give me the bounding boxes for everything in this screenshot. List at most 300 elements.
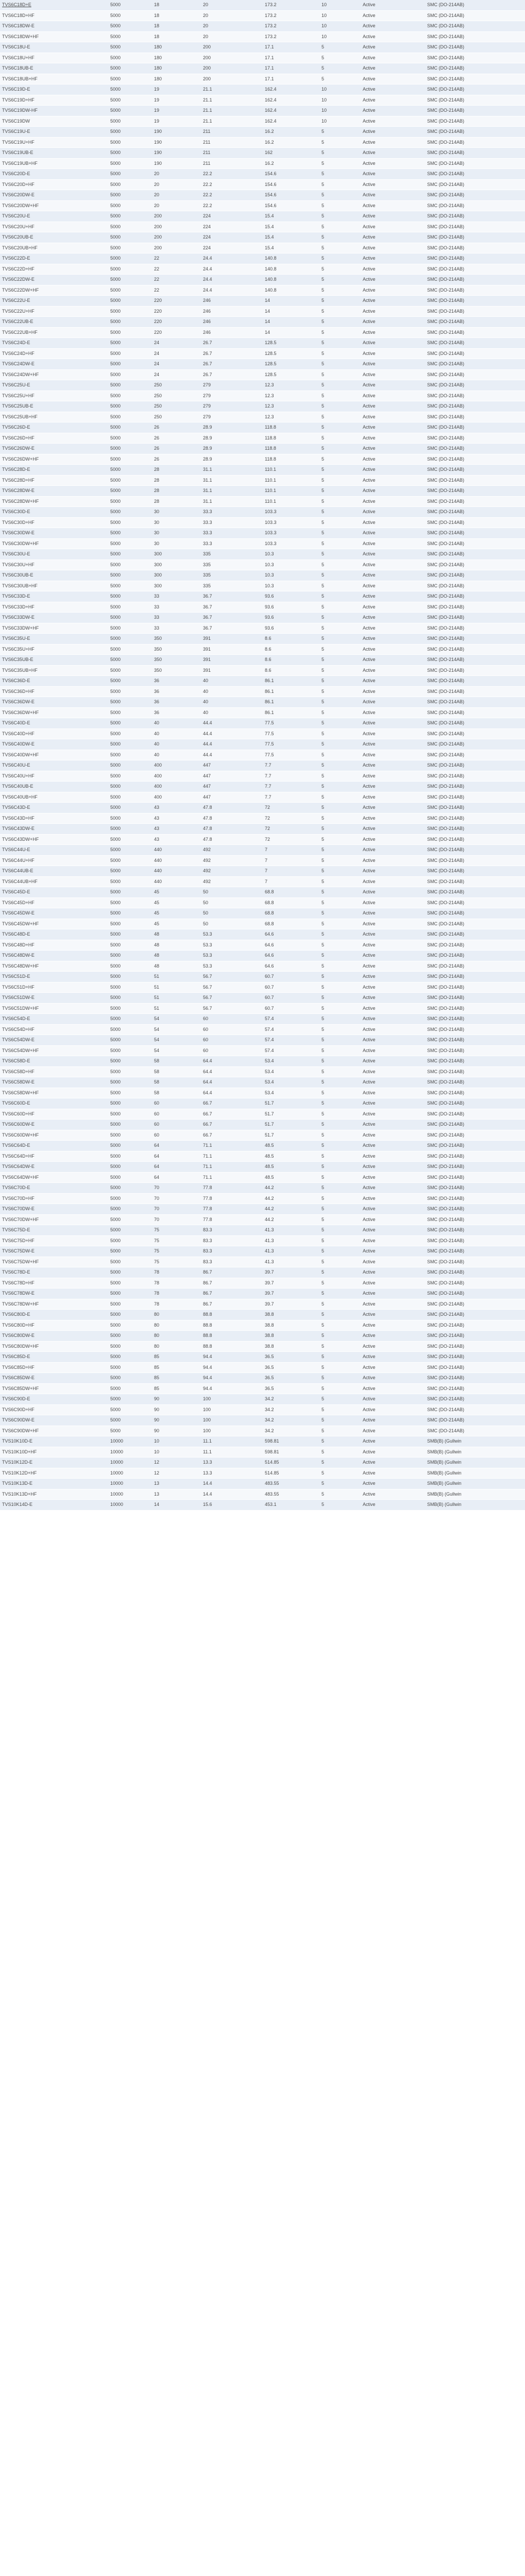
package-cell: SMC (DO-214AB) bbox=[425, 665, 525, 676]
part-number-cell[interactable]: TVS6C30U-E bbox=[0, 549, 108, 560]
power-rating-cell: 5000 bbox=[108, 264, 152, 275]
part-number-cell[interactable]: TVS6C43D-E bbox=[0, 803, 108, 814]
table-row bbox=[0, 644, 525, 655]
part-number-cell[interactable]: TVS6C36D-E bbox=[0, 676, 108, 687]
part-number-cell[interactable]: TVS6C44UB+HF bbox=[0, 876, 108, 887]
part-number-cell[interactable]: TVS6C22UB+HF bbox=[0, 327, 108, 338]
part-number-cell[interactable]: TVS6C75DW+HF bbox=[0, 1257, 108, 1267]
part-number-cell[interactable]: TVS6C70D+HF bbox=[0, 1193, 108, 1204]
part-number-cell[interactable]: TVS6C85DW-E bbox=[0, 1373, 108, 1384]
breakdown-voltage-cell: 20 bbox=[201, 0, 263, 10]
power-rating-cell: 5000 bbox=[108, 549, 152, 560]
part-number-cell[interactable]: TVS6C18U+HF bbox=[0, 53, 108, 63]
power-rating-cell: 5000 bbox=[108, 560, 152, 570]
peak-current-cell: 7 bbox=[263, 866, 319, 877]
power-rating-cell: 5000 bbox=[108, 391, 152, 401]
part-number-cell[interactable]: TVS6C33D-E bbox=[0, 591, 108, 602]
part-number-cell[interactable]: TVS6C20DW+HF bbox=[0, 200, 108, 211]
part-number-cell[interactable]: TVS6C20D-E bbox=[0, 169, 108, 180]
part-number-cell[interactable]: TVS6C25UB+HF bbox=[0, 412, 108, 422]
status-cell: Active bbox=[361, 391, 425, 401]
peak-current-cell: 453.1 bbox=[263, 1500, 319, 1511]
part-number-cell[interactable]: TVS6C51DW+HF bbox=[0, 1003, 108, 1014]
part-number-cell[interactable]: TVS6C36DW+HF bbox=[0, 707, 108, 718]
breakdown-voltage-cell: 88.8 bbox=[201, 1331, 263, 1342]
table-row bbox=[0, 253, 525, 264]
part-number-cell[interactable]: TVS6C24DW-E bbox=[0, 359, 108, 370]
part-number-cell[interactable]: TVS6C36DW-E bbox=[0, 697, 108, 708]
leakage-current-cell: 5 bbox=[319, 222, 361, 232]
part-number-cell[interactable]: TVS6C78D-E bbox=[0, 1267, 108, 1278]
breakdown-voltage-cell: 28.9 bbox=[201, 444, 263, 454]
part-number-cell[interactable]: TVS6C45DW+HF bbox=[0, 919, 108, 929]
part-number-cell[interactable]: TVS6C18UB+HF bbox=[0, 74, 108, 84]
peak-current-cell: 68.8 bbox=[263, 908, 319, 919]
part-number-cell[interactable]: TVS6C22D-E bbox=[0, 253, 108, 264]
status-cell: Active bbox=[361, 369, 425, 380]
part-number-cell[interactable]: TVS10K10D-E bbox=[0, 1436, 108, 1447]
package-cell: SMC (DO-214AB) bbox=[425, 549, 525, 560]
part-number-cell[interactable]: TVS6C40U+HF bbox=[0, 771, 108, 782]
part-number-cell[interactable]: TVS6C64DW-E bbox=[0, 1162, 108, 1173]
part-number-cell[interactable]: TVS6C54DW+HF bbox=[0, 1045, 108, 1056]
leakage-current-cell: 5 bbox=[319, 1458, 361, 1468]
table-row bbox=[0, 961, 525, 972]
part-number-cell[interactable]: TVS6C54D+HF bbox=[0, 1024, 108, 1035]
table-row bbox=[0, 148, 525, 159]
part-number-cell[interactable]: TVS6C36D+HF bbox=[0, 686, 108, 697]
status-cell: Active bbox=[361, 190, 425, 201]
peak-current-cell: 34.2 bbox=[263, 1426, 319, 1436]
part-number-cell[interactable]: TVS6C22U+HF bbox=[0, 306, 108, 317]
part-number-cell[interactable]: TVS6C19DW bbox=[0, 116, 108, 127]
table-row bbox=[0, 993, 525, 1004]
standoff-voltage-cell: 350 bbox=[152, 634, 201, 645]
peak-current-cell: 17.1 bbox=[263, 42, 319, 53]
leakage-current-cell: 5 bbox=[319, 782, 361, 792]
part-number-cell[interactable]: TVS6C30DW-E bbox=[0, 528, 108, 539]
power-rating-cell: 5000 bbox=[108, 253, 152, 264]
part-number-cell[interactable]: TVS10K12D+HF bbox=[0, 1468, 108, 1479]
breakdown-voltage-cell: 22.2 bbox=[201, 169, 263, 180]
part-number-cell[interactable]: TVS6C80DW+HF bbox=[0, 1341, 108, 1352]
breakdown-voltage-cell: 391 bbox=[201, 665, 263, 676]
breakdown-voltage-cell: 224 bbox=[201, 222, 263, 232]
part-number-cell[interactable]: TVS6C22DW-E bbox=[0, 275, 108, 285]
part-number-cell[interactable]: TVS6C54D-E bbox=[0, 1014, 108, 1025]
breakdown-voltage-cell: 246 bbox=[201, 296, 263, 307]
standoff-voltage-cell: 85 bbox=[152, 1352, 201, 1363]
standoff-voltage-cell: 78 bbox=[152, 1278, 201, 1289]
part-number-cell[interactable]: TVS6C26DW-E bbox=[0, 444, 108, 454]
part-number-cell[interactable]: TVS6C75D-E bbox=[0, 1225, 108, 1236]
part-number-cell[interactable]: TVS6C19DW-HF bbox=[0, 106, 108, 116]
peak-current-cell: 53.4 bbox=[263, 1077, 319, 1088]
leakage-current-cell: 10 bbox=[319, 84, 361, 95]
part-number-cell[interactable]: TVS6C44U+HF bbox=[0, 855, 108, 866]
table-row bbox=[0, 1056, 525, 1067]
standoff-voltage-cell: 22 bbox=[152, 275, 201, 285]
table-row bbox=[0, 42, 525, 53]
part-number-cell[interactable]: TVS6C22U-E bbox=[0, 296, 108, 307]
part-number-cell[interactable]: TVS6C51DW-E bbox=[0, 993, 108, 1004]
part-number-cell[interactable]: TVS6C80D-E bbox=[0, 1310, 108, 1320]
status-cell: Active bbox=[361, 338, 425, 349]
part-number-cell[interactable]: TVS6C25UB-E bbox=[0, 401, 108, 412]
leakage-current-cell: 10 bbox=[319, 106, 361, 116]
breakdown-voltage-cell: 492 bbox=[201, 866, 263, 877]
leakage-current-cell: 5 bbox=[319, 528, 361, 539]
part-number-cell[interactable]: TVS6C25U-E bbox=[0, 380, 108, 391]
part-number-cell[interactable]: TVS6C75D+HF bbox=[0, 1235, 108, 1246]
part-number-cell[interactable]: TVS6C58D-E bbox=[0, 1056, 108, 1067]
standoff-voltage-cell: 400 bbox=[152, 792, 201, 803]
peak-current-cell: 140.8 bbox=[263, 253, 319, 264]
status-cell: Active bbox=[361, 1109, 425, 1120]
part-number-cell[interactable]: TVS6C40DW+HF bbox=[0, 750, 108, 760]
standoff-voltage-cell: 350 bbox=[152, 644, 201, 655]
peak-current-cell: 72 bbox=[263, 813, 319, 824]
part-number-cell[interactable]: TVS6C40U-E bbox=[0, 760, 108, 771]
standoff-voltage-cell: 85 bbox=[152, 1373, 201, 1384]
package-cell: SMC (DO-214AB) bbox=[425, 1204, 525, 1215]
part-number-cell[interactable]: TVS6C28D+HF bbox=[0, 475, 108, 486]
part-number-cell[interactable]: TVS6C20UB-E bbox=[0, 232, 108, 243]
part-number-cell[interactable]: TVS6C19D+HF bbox=[0, 95, 108, 106]
status-cell: Active bbox=[361, 21, 425, 32]
part-number-cell[interactable]: TVS10K13D+HF bbox=[0, 1489, 108, 1500]
standoff-voltage-cell: 220 bbox=[152, 317, 201, 328]
part-number-cell[interactable]: TVS6C60D-E bbox=[0, 1098, 108, 1109]
part-number-cell[interactable]: TVS6C30UB-E bbox=[0, 570, 108, 581]
status-cell: Active bbox=[361, 940, 425, 951]
part-number-cell[interactable]: TVS6C20D+HF bbox=[0, 179, 108, 190]
part-number-cell[interactable]: TVS6C80D+HF bbox=[0, 1320, 108, 1331]
power-rating-cell: 5000 bbox=[108, 137, 152, 148]
leakage-current-cell: 5 bbox=[319, 1035, 361, 1046]
part-number-cell[interactable]: TVS6C85DW+HF bbox=[0, 1383, 108, 1394]
part-number-cell[interactable]: TVS6C70DW-E bbox=[0, 1204, 108, 1215]
leakage-current-cell: 5 bbox=[319, 137, 361, 148]
part-number-cell[interactable]: TVS10K12D-E bbox=[0, 1458, 108, 1468]
standoff-voltage-cell: 78 bbox=[152, 1299, 201, 1310]
leakage-current-cell: 5 bbox=[319, 369, 361, 380]
breakdown-voltage-cell: 21.1 bbox=[201, 95, 263, 106]
breakdown-voltage-cell: 44.4 bbox=[201, 718, 263, 729]
part-number-cell[interactable]: TVS6C85D+HF bbox=[0, 1362, 108, 1373]
package-cell: SMC (DO-214AB) bbox=[425, 1404, 525, 1415]
peak-current-cell: 162.4 bbox=[263, 106, 319, 116]
breakdown-voltage-cell: 60 bbox=[201, 1035, 263, 1046]
status-cell: Active bbox=[361, 517, 425, 528]
part-number-cell[interactable]: TVS6C48DW+HF bbox=[0, 961, 108, 972]
standoff-voltage-cell: 24 bbox=[152, 348, 201, 359]
part-number-cell[interactable]: TVS6C51D+HF bbox=[0, 982, 108, 993]
part-number-cell[interactable]: TVS6C20U-E bbox=[0, 211, 108, 222]
package-cell: SMC (DO-214AB) bbox=[425, 697, 525, 708]
part-number-cell[interactable]: TVS6C90DW-E bbox=[0, 1415, 108, 1426]
part-number-cell[interactable]: TVS6C18DW+HF bbox=[0, 31, 108, 42]
status-cell: Active bbox=[361, 222, 425, 232]
part-number-cell[interactable]: TVS6C18U-E bbox=[0, 42, 108, 53]
part-number-cell[interactable]: TVS6C24D+HF bbox=[0, 348, 108, 359]
leakage-current-cell: 5 bbox=[319, 1014, 361, 1025]
standoff-voltage-cell: 19 bbox=[152, 106, 201, 116]
part-number-cell[interactable]: TVS6C30UB+HF bbox=[0, 581, 108, 591]
power-rating-cell: 5000 bbox=[108, 1299, 152, 1310]
part-number-cell[interactable]: TVS6C19UB-E bbox=[0, 148, 108, 159]
power-rating-cell: 5000 bbox=[108, 84, 152, 95]
part-number-cell[interactable]: TVS6C51D-E bbox=[0, 972, 108, 982]
part-number-cell[interactable]: TVS6C30U+HF bbox=[0, 560, 108, 570]
table-row bbox=[0, 1278, 525, 1289]
part-number-cell[interactable]: TVS6C54DW-E bbox=[0, 1035, 108, 1046]
breakdown-voltage-cell: 64.4 bbox=[201, 1077, 263, 1088]
part-number-cell[interactable]: TVS6C78DW-E bbox=[0, 1289, 108, 1299]
part-number-cell[interactable]: TVS6C90DW+HF bbox=[0, 1426, 108, 1436]
part-number-cell[interactable]: TVS6C18UB-E bbox=[0, 63, 108, 74]
package-cell: SMC (DO-214AB) bbox=[425, 824, 525, 835]
power-rating-cell: 10000 bbox=[108, 1479, 152, 1489]
leakage-current-cell: 5 bbox=[319, 348, 361, 359]
part-number-cell[interactable]: TVS6C40D-E bbox=[0, 718, 108, 729]
peak-current-cell: 38.8 bbox=[263, 1320, 319, 1331]
table-row bbox=[0, 158, 525, 169]
package-cell: SMC (DO-214AB) bbox=[425, 876, 525, 887]
part-number-cell[interactable]: TVS6C28D-E bbox=[0, 465, 108, 476]
part-number-cell[interactable]: TVS6C20U+HF bbox=[0, 222, 108, 232]
package-cell: SMC (DO-214AB) bbox=[425, 1120, 525, 1130]
standoff-voltage-cell: 19 bbox=[152, 95, 201, 106]
part-number-cell[interactable]: TVS6C35UB-E bbox=[0, 655, 108, 666]
part-number-cell[interactable]: TVS6C24D-E bbox=[0, 338, 108, 349]
status-cell: Active bbox=[361, 158, 425, 169]
part-number-cell[interactable]: TVS6C43DW-E bbox=[0, 824, 108, 835]
part-number-cell[interactable]: TVS6C45DW-E bbox=[0, 908, 108, 919]
part-number-cell[interactable]: TVS6C19D-E bbox=[0, 84, 108, 95]
table-row bbox=[0, 1214, 525, 1225]
peak-current-cell: 77.5 bbox=[263, 750, 319, 760]
peak-current-cell: 162 bbox=[263, 148, 319, 159]
leakage-current-cell: 5 bbox=[319, 570, 361, 581]
leakage-current-cell: 5 bbox=[319, 1362, 361, 1373]
part-number-cell[interactable]: TVS6C58D+HF bbox=[0, 1066, 108, 1077]
part-number-cell[interactable]: TVS6C58DW-E bbox=[0, 1077, 108, 1088]
breakdown-voltage-cell: 246 bbox=[201, 317, 263, 328]
part-number-cell[interactable]: TVS6C45D-E bbox=[0, 887, 108, 898]
power-rating-cell: 5000 bbox=[108, 401, 152, 412]
part-number-cell[interactable]: TVS6C78DW+HF bbox=[0, 1299, 108, 1310]
breakdown-voltage-cell: 246 bbox=[201, 327, 263, 338]
part-number-cell[interactable]: TVS6C40DW-E bbox=[0, 739, 108, 750]
part-number-cell[interactable]: TVS6C25U+HF bbox=[0, 391, 108, 401]
standoff-voltage-cell: 10 bbox=[152, 1447, 201, 1458]
part-number-cell[interactable]: TVS6C33DW+HF bbox=[0, 623, 108, 634]
part-number-cell[interactable]: TVS6C48D+HF bbox=[0, 940, 108, 951]
breakdown-voltage-cell: 66.7 bbox=[201, 1098, 263, 1109]
leakage-current-cell: 5 bbox=[319, 951, 361, 961]
breakdown-voltage-cell: 47.8 bbox=[201, 824, 263, 835]
part-number-cell[interactable]: TVS6C20UB+HF bbox=[0, 243, 108, 253]
part-number-cell[interactable]: TVS6C40UB-E bbox=[0, 782, 108, 792]
part-number-cell[interactable]: TVS6C28DW-E bbox=[0, 486, 108, 497]
part-number-cell[interactable]: TVS6C33DW-E bbox=[0, 613, 108, 623]
power-rating-cell: 10000 bbox=[108, 1489, 152, 1500]
part-number-cell[interactable]: TVS6C60DW-E bbox=[0, 1120, 108, 1130]
part-number-cell[interactable]: TVS10K14D-E bbox=[0, 1500, 108, 1511]
leakage-current-cell: 5 bbox=[319, 803, 361, 814]
part-number-cell[interactable]: TVS6C22D+HF bbox=[0, 264, 108, 275]
status-cell: Active bbox=[361, 803, 425, 814]
part-number-cell[interactable]: TVS6C26DW+HF bbox=[0, 454, 108, 465]
package-cell: SMB(B) (Gullwin bbox=[425, 1468, 525, 1479]
status-cell: Active bbox=[361, 560, 425, 570]
peak-current-cell: 173.2 bbox=[263, 0, 319, 10]
part-number-cell[interactable]: TVS6C18D+E bbox=[0, 0, 108, 10]
part-number-cell[interactable]: TVS6C78D+HF bbox=[0, 1278, 108, 1289]
part-number-cell[interactable]: TVS10K13D-E bbox=[0, 1479, 108, 1489]
package-cell: SMC (DO-214AB) bbox=[425, 1088, 525, 1098]
status-cell: Active bbox=[361, 31, 425, 42]
power-rating-cell: 5000 bbox=[108, 634, 152, 645]
status-cell: Active bbox=[361, 1246, 425, 1257]
breakdown-voltage-cell: 53.3 bbox=[201, 961, 263, 972]
part-number-cell[interactable]: TVS6C35U+HF bbox=[0, 644, 108, 655]
standoff-voltage-cell: 22 bbox=[152, 285, 201, 296]
part-number-cell[interactable]: TVS6C64DW+HF bbox=[0, 1172, 108, 1183]
breakdown-voltage-cell: 83.3 bbox=[201, 1257, 263, 1267]
part-number-cell[interactable]: TVS6C44U-E bbox=[0, 845, 108, 856]
part-number-cell[interactable]: TVS6C90D+HF bbox=[0, 1404, 108, 1415]
part-number-cell[interactable]: TVS6C18D+HF bbox=[0, 10, 108, 21]
breakdown-voltage-cell: 279 bbox=[201, 401, 263, 412]
standoff-voltage-cell: 90 bbox=[152, 1394, 201, 1405]
part-number-cell[interactable]: TVS6C48DW-E bbox=[0, 951, 108, 961]
part-number-cell[interactable]: TVS6C70D-E bbox=[0, 1183, 108, 1194]
peak-current-cell: 36.5 bbox=[263, 1362, 319, 1373]
part-number-cell[interactable]: TVS10K10D+HF bbox=[0, 1447, 108, 1458]
status-cell: Active bbox=[361, 897, 425, 908]
standoff-voltage-cell: 36 bbox=[152, 686, 201, 697]
table-row bbox=[0, 243, 525, 253]
part-number-cell[interactable]: TVS6C44UB-E bbox=[0, 866, 108, 877]
power-rating-cell: 5000 bbox=[108, 1257, 152, 1267]
part-number-cell[interactable]: TVS6C30D+HF bbox=[0, 517, 108, 528]
table-row bbox=[0, 760, 525, 771]
peak-current-cell: 514.85 bbox=[263, 1468, 319, 1479]
part-number-cell[interactable]: TVS6C22DW+HF bbox=[0, 285, 108, 296]
breakdown-voltage-cell: 64.4 bbox=[201, 1088, 263, 1098]
standoff-voltage-cell: 80 bbox=[152, 1331, 201, 1342]
status-cell: Active bbox=[361, 771, 425, 782]
table-row bbox=[0, 1120, 525, 1130]
power-rating-cell: 5000 bbox=[108, 665, 152, 676]
package-cell: SMC (DO-214AB) bbox=[425, 993, 525, 1004]
part-number-cell[interactable]: TVS6C33D+HF bbox=[0, 602, 108, 613]
peak-current-cell: 140.8 bbox=[263, 285, 319, 296]
part-number-cell[interactable]: TVS6C43D+HF bbox=[0, 813, 108, 824]
standoff-voltage-cell: 48 bbox=[152, 951, 201, 961]
part-number-cell[interactable]: TVS6C40D+HF bbox=[0, 728, 108, 739]
status-cell: Active bbox=[361, 993, 425, 1004]
part-number-cell[interactable]: TVS6C24DW+HF bbox=[0, 369, 108, 380]
leakage-current-cell: 5 bbox=[319, 1404, 361, 1415]
part-number-cell[interactable]: TVS6C30DW+HF bbox=[0, 538, 108, 549]
part-number-cell[interactable]: TVS6C18DW-E bbox=[0, 21, 108, 32]
power-rating-cell: 5000 bbox=[108, 327, 152, 338]
part-number-cell[interactable]: TVS6C19U+HF bbox=[0, 137, 108, 148]
peak-current-cell: 154.6 bbox=[263, 200, 319, 211]
part-number-cell[interactable]: TVS6C30D-E bbox=[0, 507, 108, 518]
peak-current-cell: 128.5 bbox=[263, 369, 319, 380]
package-cell: SMC (DO-214AB) bbox=[425, 782, 525, 792]
part-number-cell[interactable]: TVS6C19U-E bbox=[0, 127, 108, 138]
leakage-current-cell: 5 bbox=[319, 1120, 361, 1130]
part-number-cell[interactable]: TVS6C64D-E bbox=[0, 1141, 108, 1151]
power-rating-cell: 5000 bbox=[108, 845, 152, 856]
part-number-cell[interactable]: TVS6C26D+HF bbox=[0, 433, 108, 444]
power-rating-cell: 5000 bbox=[108, 813, 152, 824]
standoff-voltage-cell: 190 bbox=[152, 137, 201, 148]
part-number-cell[interactable]: TVS6C64D+HF bbox=[0, 1151, 108, 1162]
package-cell: SMC (DO-214AB) bbox=[425, 940, 525, 951]
table-row bbox=[0, 855, 525, 866]
table-row bbox=[0, 1289, 525, 1299]
leakage-current-cell: 5 bbox=[319, 549, 361, 560]
leakage-current-cell: 5 bbox=[319, 940, 361, 951]
part-number-cell[interactable]: TVS6C60D+HF bbox=[0, 1109, 108, 1120]
table-row bbox=[0, 422, 525, 433]
part-number-cell[interactable]: TVS6C85D-E bbox=[0, 1352, 108, 1363]
breakdown-voltage-cell: 36.7 bbox=[201, 623, 263, 634]
part-number-cell[interactable]: TVS6C58DW+HF bbox=[0, 1088, 108, 1098]
power-rating-cell: 5000 bbox=[108, 486, 152, 497]
table-row bbox=[0, 813, 525, 824]
part-number-cell[interactable]: TVS6C60DW+HF bbox=[0, 1130, 108, 1141]
breakdown-voltage-cell: 53.3 bbox=[201, 929, 263, 940]
peak-current-cell: 57.4 bbox=[263, 1014, 319, 1025]
part-number-cell[interactable]: TVS6C40UB+HF bbox=[0, 792, 108, 803]
part-number-cell[interactable]: TVS6C43DW+HF bbox=[0, 834, 108, 845]
part-number-cell[interactable]: TVS6C19UB+HF bbox=[0, 158, 108, 169]
standoff-voltage-cell: 58 bbox=[152, 1056, 201, 1067]
part-number-cell[interactable]: TVS6C22UB-E bbox=[0, 317, 108, 328]
standoff-voltage-cell: 440 bbox=[152, 855, 201, 866]
standoff-voltage-cell: 300 bbox=[152, 570, 201, 581]
breakdown-voltage-cell: 31.1 bbox=[201, 465, 263, 476]
part-number-cell[interactable]: TVS6C75DW-E bbox=[0, 1246, 108, 1257]
part-number-cell[interactable]: TVS6C35UB+HF bbox=[0, 665, 108, 676]
peak-current-cell: 173.2 bbox=[263, 31, 319, 42]
table-row bbox=[0, 1141, 525, 1151]
package-cell: SMC (DO-214AB) bbox=[425, 369, 525, 380]
status-cell: Active bbox=[361, 739, 425, 750]
part-number-cell[interactable]: TVS6C26D-E bbox=[0, 422, 108, 433]
breakdown-voltage-cell: 50 bbox=[201, 919, 263, 929]
part-number-cell[interactable]: TVS6C48D-E bbox=[0, 929, 108, 940]
part-number-cell[interactable]: TVS6C70DW+HF bbox=[0, 1214, 108, 1225]
standoff-voltage-cell: 440 bbox=[152, 845, 201, 856]
part-number-cell[interactable]: TVS6C20DW-E bbox=[0, 190, 108, 201]
leakage-current-cell: 5 bbox=[319, 792, 361, 803]
table-row bbox=[0, 1077, 525, 1088]
part-number-cell[interactable]: TVS6C35U-E bbox=[0, 634, 108, 645]
part-number-cell[interactable]: TVS6C80DW-E bbox=[0, 1331, 108, 1342]
part-number-cell[interactable]: TVS6C90D-E bbox=[0, 1394, 108, 1405]
part-number-cell[interactable]: TVS6C45D+HF bbox=[0, 897, 108, 908]
peak-current-cell: 483.55 bbox=[263, 1489, 319, 1500]
part-number-cell[interactable]: TVS6C28DW+HF bbox=[0, 496, 108, 507]
